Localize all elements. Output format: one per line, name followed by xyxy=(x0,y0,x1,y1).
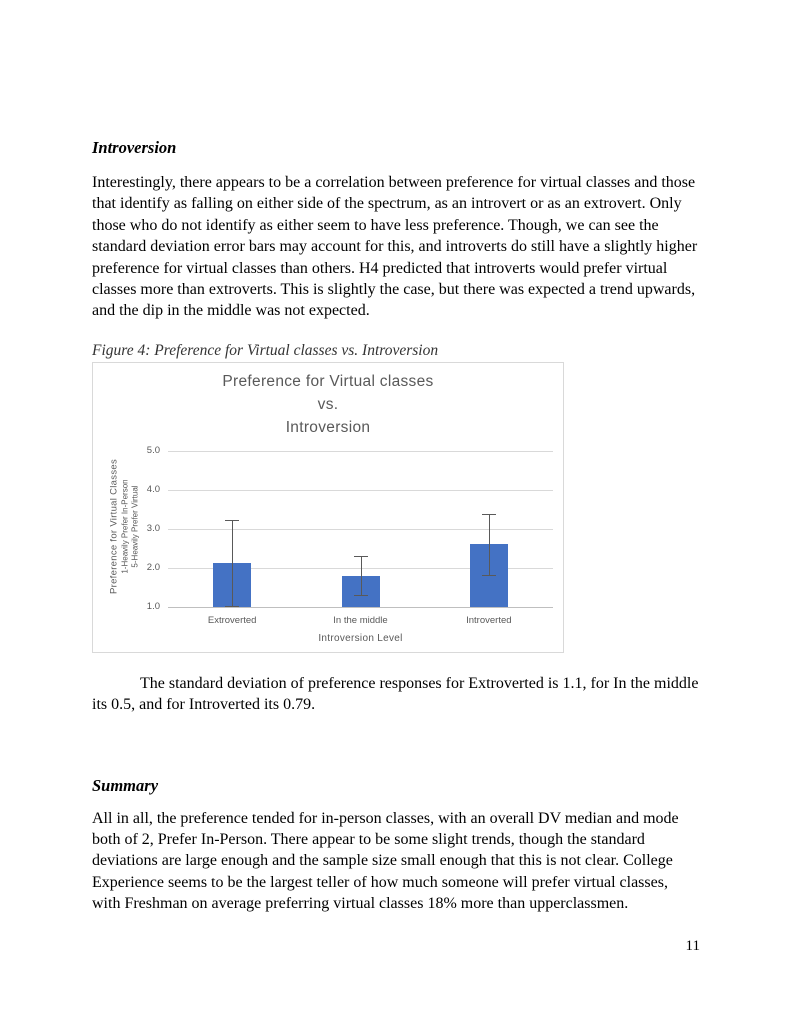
y-tick-label: 2.0 xyxy=(146,561,160,573)
error-bar-extroverted xyxy=(232,520,233,606)
chart-title xyxy=(93,370,563,439)
x-category-label-extroverted: Extroverted xyxy=(207,614,257,626)
y-axis-subtitle: 1-Heavily Prefer In-Person xyxy=(120,479,130,574)
error-bar-cap-top xyxy=(482,514,496,515)
chart-title-line: Preference for Virtual classes xyxy=(222,372,434,390)
y-tick-label: 4.0 xyxy=(146,483,160,495)
figure4-bar-chart xyxy=(92,362,564,653)
error-bar-cap-bottom xyxy=(482,575,496,576)
y-tick-label: 5.0 xyxy=(146,444,160,456)
y-axis-subtitle: 5-Heavily Prefer Virtual xyxy=(130,485,140,568)
section-heading-summary: Summary xyxy=(92,775,159,795)
chart-title-line: Introversion xyxy=(285,418,371,436)
x-axis-title: Introversion Level xyxy=(318,632,403,644)
stddev-paragraph: The standard deviation of preference responses for Extroverted is 1.1, for In the middle its 0.5, and for Introverted its 0.79. xyxy=(92,674,699,714)
chart-title-line: vs. xyxy=(317,395,339,413)
y-axis-title xyxy=(108,431,141,621)
error-bar-introverted xyxy=(489,514,490,576)
y-tick-label: 3.0 xyxy=(146,522,160,534)
error-bar-cap-top xyxy=(354,556,368,557)
error-bar-cap-bottom xyxy=(225,606,239,607)
y-tick-label: 1.0 xyxy=(146,600,160,612)
figure-caption: Figure 4: Preference for Virtual classes vs. Introversion xyxy=(92,341,439,359)
x-category-label-in-the-middle: In the middle xyxy=(333,614,388,626)
gridline xyxy=(168,529,553,530)
gridline xyxy=(168,451,553,452)
error-bar-cap-top xyxy=(225,520,239,521)
document-content xyxy=(92,0,700,915)
summary-paragraph: All in all, the preference tended for in-person classes, with an overall DV median and mode both of 2, Prefer In-Person. There appear to be some slight trends, though the standard deviations are large enough and the sample size small enough that this is not clear. College Experience seems to be the largest teller of how much someone will prefer virtual classes, with Freshman on average preferring virtual classes 18% more than upperclassmen. xyxy=(92,809,679,913)
page-number: 11 xyxy=(685,938,700,954)
x-category-label-introverted: Introverted xyxy=(466,614,512,626)
error-bar-in-the-middle xyxy=(361,556,362,595)
section-heading-introversion: Introversion xyxy=(92,138,177,157)
gridline xyxy=(168,490,553,491)
y-axis-title-main: Preference for Virtual Classes xyxy=(108,458,120,594)
introversion-paragraph: Interestingly, there appears to be a correlation between preference for virtual classes and those that identify as falling on either side of the spectrum, as an introvert or as an extrovert. Only those who do not identify as either seem to have less preference. Though, we can see the standard deviation error bars may account for this, and introverts do still have a slightly higher preference for virtual classes than others. H4 predicted that introverts would prefer virtual classes more than extroverts. This is slightly the case, but there was expected a trend upwards, and the dip in the middle was not expected. xyxy=(92,174,698,320)
error-bar-cap-bottom xyxy=(354,595,368,596)
